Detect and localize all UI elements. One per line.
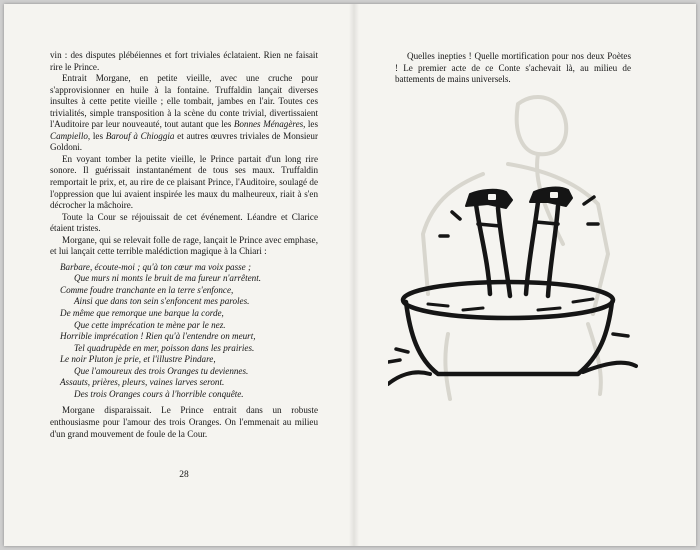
right-page-text [395, 51, 631, 86]
poem-line: Assauts, prières, pleurs, vaines larves seront. [60, 377, 225, 388]
poem-line: Comme foudre tranchante en la terre s'enfonce, [60, 284, 234, 295]
paragraph-text: Entrait Morgane, en petite vieille, avec une cruche pour s'approvisionner en huile à la fontaine. Truffaldin lançait diverses insultes à cette petite vieille ; elle tombait, jambes en l'air. Toutes ces trivialités, simple transposition à la scène du conte trivial, divertissaient l'Auditoire par leur nouveauté, tout autant que les [50, 73, 318, 130]
left-page-text [50, 50, 318, 490]
poem-line: Barbare, écoute-moi ; qu'à ton cœur ma voix passe ; [60, 261, 252, 272]
paragraph-text: , les [87, 130, 106, 141]
poem-line: Que murs ni monts le bruit de ma fureur n'arrêtent. [74, 273, 262, 284]
book-gutter [349, 4, 359, 546]
poem-line: Des trois Oranges cours à l'horrible conquête. [74, 388, 244, 399]
paragraph: En voyant tomber la petite vieille, le Prince partait d'un long rire sonore. Il guérissait instantanément de tous ses maux. Truffaldin remportait le prix, et, au rire de ce plaisant Prince, l'Auditoire, soulagé de l'oppression que lui avaient inspirée les maux du malheureux, riait à s'en décrocher la mâchoire. [50, 153, 318, 211]
paragraph: Toute la Cour se réjouissait de cet événement. Léandre et Clarice étaient tristes. [50, 211, 318, 234]
book-spread [4, 4, 696, 546]
bleed-through-figure [423, 97, 608, 399]
poem-line: De même que remorque une barque la corde, [60, 308, 224, 319]
paragraph: vin : des disputes plébéiennes et fort triviales éclataient. Rien ne faisait rire le Prince. [50, 50, 318, 72]
poem-line: Tel quadrupède en mer, poisson dans les prairies. [74, 342, 255, 353]
paragraph: Morgane, qui se relevait folle de rage, lançait le Prince avec emphase, et lui lançait cette terrible malédiction magique à la Chiari : [50, 234, 318, 257]
paragraph [50, 73, 318, 154]
poem-line: Que l'amoureux des trois Oranges tu deviennes. [74, 365, 249, 376]
title-italic: Barouf à Chioggia [105, 130, 175, 141]
poem-line: Le noir Pluton je prie, et l'illustre Pindare, [60, 354, 216, 365]
page-number: 28 [179, 470, 189, 480]
poem-line: Ainsi que dans ton sein s'enfoncent mes paroles. [74, 296, 250, 307]
title-italic: Campiello [50, 130, 88, 141]
legs-in-basin-drawing-icon [388, 84, 638, 404]
poem-line: Que cette imprécation te mène par le nez. [74, 319, 226, 330]
paragraph-text: et autres œuvres triviales de Monsieur Goldoni. [50, 130, 318, 153]
motion-marks [440, 197, 598, 236]
paragraph: Quelles inepties ! Quelle mortification pour nos deux Poètes ! Le premier acte de ce Conte s'achevait là, au milieu de battements de mains universels. [395, 51, 631, 85]
poem-line: Horrible imprécation ! Rien qu'à l'entendre on meurt, [60, 331, 256, 342]
title-italic: Bonnes Ménagères [233, 119, 304, 130]
paragraph: Morgane disparaissait. Le Prince entrait dans un robuste enthousiasme pour l'amour des trois Oranges. On l'emmenait au milieu d'un grand mouvement de foule de la Cour. [50, 405, 318, 439]
poem [50, 262, 318, 401]
paragraph-text: , les [303, 119, 318, 130]
